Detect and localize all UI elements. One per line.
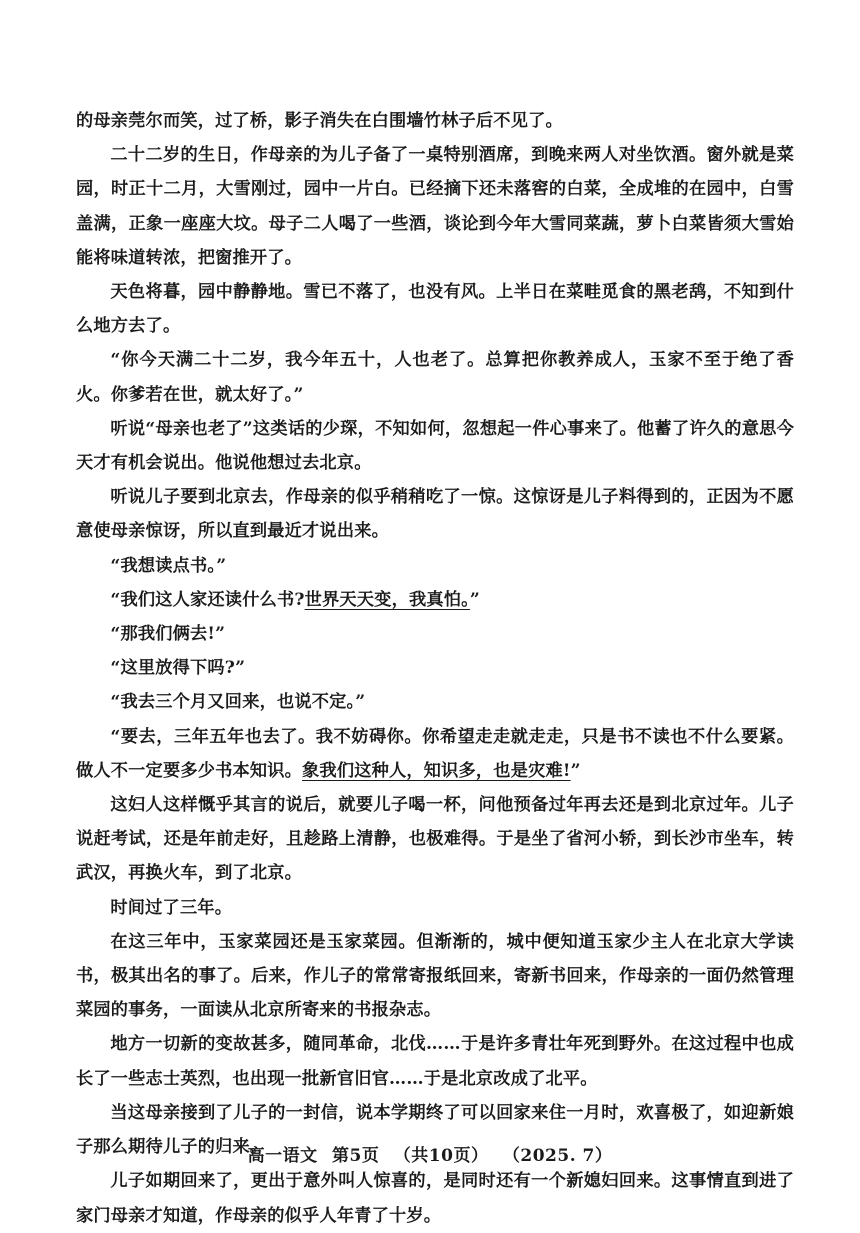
paragraph: 儿子如期回来了，更出于意外叫人惊喜的，是同时还有一个新媳妇回来。这事情直到进了家门母亲才知道，作母亲的似乎人年青了十岁。 <box>76 1171 794 1226</box>
paragraph: “你今天满二十二岁，我今年五十，人也老了。总算把你教养成人，玉家不至于绝了香火。你爹若在世，就太好了。” <box>76 350 794 405</box>
paragraph: 听说儿子要到北京去，作母亲的似乎稍稍吃了一惊。这惊讶是儿子料得到的，正因为不愿意使母亲惊讶，所以直到最近才说出来。 <box>76 487 794 542</box>
paragraph: 听说“母亲也老了”这类话的少琛，不知如何，忽想起一件心事来了。他蓄了许久的意思今天才有机会说出。他说他想过去北京。 <box>76 418 794 474</box>
paragraph: 当这母亲接到了儿子的一封信，说本学期终了可以回家来住一月时，欢喜极了，如迎新娘子那么期待儿子的归来。 <box>76 1102 794 1158</box>
dialogue-line: “我去三个月又回来，也说不定。” <box>110 692 366 713</box>
paragraph: 时间过了三年。 <box>110 897 233 918</box>
dialogue-line <box>76 583 794 617</box>
footer-page-number: 第5页 <box>332 1146 380 1166</box>
paragraph: 二十二岁的生日，作母亲的为儿子备了一桌特别酒席，到晚来两人对坐饮酒。窗外就是菜园，时正十二月，大雪刚过，园中一片白。已经摘下还未落窖的白菜，全成堆的在园中，白雪盖满，正象一座座大坟。母子二人喝了一些酒，谈论到今年大雪同菜蔬，萝卜白菜皆须大雪始能将味道转浓，把窗推开了。 <box>76 145 794 268</box>
dialogue-text: “我们这人家还读什么书? <box>110 589 305 610</box>
footer-date: （2025. 7） <box>502 1146 613 1166</box>
dialogue-text: “要去，三年五年也去了。我不妨碍你。你希望走走就走走，只是书不读也不什么要紧。做人不一定要多少书本知识。 <box>76 726 794 781</box>
dialogue-line: “这里放得下吗?” <box>110 658 246 679</box>
paragraph: 这妇人这样慨乎其言的说后，就要儿子喝一杯，问他预备过年再去还是到北京过年。儿子说赶考试，还是年前走好，且趁路上清静，也极难得。于是坐了省河小轿，到长沙市坐车，转武汉，再换火车，到了北京。 <box>76 795 794 884</box>
footer-total-pages: （共10页） <box>393 1146 489 1166</box>
reading-passage <box>76 104 794 1233</box>
underlined-sentence: 世界天天变，我真怕。 <box>304 589 470 610</box>
underlined-sentence: 象我们这种人，知识多，也是灾难! <box>302 760 571 781</box>
dialogue-line: “我想读点书。” <box>110 555 227 576</box>
closing-quote: ” <box>570 760 581 781</box>
paragraph: 在这三年中，玉家菜园还是玉家菜园。但渐渐的，城中便知道玉家少主人在北京大学读书，极其出名的事了。后来，作儿子的常常寄报纸回来，寄新书回来，作母亲的一面仍然管理菜园的事务，一面读从北京所寄来的书报杂志。 <box>76 931 794 1021</box>
dialogue-line: “那我们俩去!” <box>110 624 226 645</box>
paragraph: 天色将暮，园中静静地。雪已不落了，也没有风。上半日在菜畦觅食的黑老鸹，不知到什么地方去了。 <box>76 282 794 337</box>
page-footer <box>0 1141 860 1166</box>
footer-subject: 高一语文 <box>247 1146 318 1166</box>
paragraph: 地方一切新的变故甚多，随同革命，北伐……于是许多青壮年死到野外。在这过程中也成长了一些志士英烈，也出现一批新官旧官……于是北京改成了北平。 <box>76 1034 794 1089</box>
closing-quote: ” <box>469 589 480 610</box>
dialogue-line <box>76 720 794 788</box>
paragraph: 的母亲莞尔而笑，过了桥，影子消失在白围墙竹林子后不见了。 <box>76 111 563 131</box>
